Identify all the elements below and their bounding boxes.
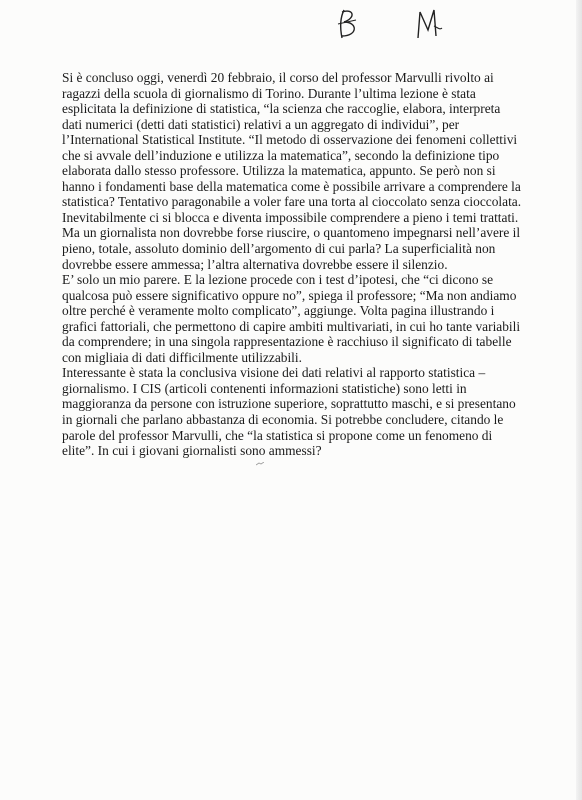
text-line: con migliaia di dati difficilmente utilizzabili. [62,349,302,365]
text-line: dati numerici (detti dati statistici) relativi a un aggregato di individui”, per [62,116,460,132]
text-line: Ma un giornalista non dovrebbe forse riuscire, o quantomeno impegnarsi nell’avere il [62,225,521,241]
text-line: ragazzi della scuola di giornalismo di Torino. Durante l’ultima lezione è stata [62,85,476,101]
text-line: elite”. In cui i giovani giornalisti sono ammessi? [62,443,322,459]
text-line: esplicitata la definizione di statistica, “la scienza che raccoglie, elabora, interpreta [62,101,501,117]
text-line: Inevitabilmente ci si blocca e diventa impossibile comprendere a pieno i temi trattati. [62,209,519,225]
text-line: l’International Statistical Institute. “Il metodo di osservazione dei fenomeni collettivi [62,132,518,148]
article-body [62,70,532,459]
text-line: dovrebbe essere ammessa; l’altra alternativa dovrebbe essere il silenzio. [62,256,448,272]
handwritten-initials-signature [330,4,450,44]
text-line: qualcosa può essere significativo oppure no”, spiega il professore; “Ma non andiamo [62,287,517,303]
text-line: statistica? Tentativo paragonabile a voler fare una torta al cioccolato senza cioccolata. [62,194,522,210]
paragraph-1 [62,70,532,272]
text-line: Interessante è stata la conclusiva visione dei dati relativi al rapporto statistica – [62,365,486,381]
scan-speck [256,462,264,466]
text-line: che si avvale dell’induzione e utilizza la matematica”, secondo la definizione tipo [62,147,500,163]
text-line: parole del professor Marvulli, che “la statistica si propone come un fenomeno di [62,427,493,443]
text-line: grafici fattoriali, che permettono di capire ambiti multivariati, in cui ho tante variabili [62,318,521,334]
handwritten-initials [330,4,450,44]
paragraph-3 [62,365,532,458]
paragraph-2 [62,272,532,365]
text-line: in giornali che parlano abbastanza di economia. Si potrebbe concludere, citando le [62,412,504,428]
text-line: E’ solo un mio parere. E la lezione procede con i test d’ipotesi, che “ci dicono se [62,272,494,288]
text-line: oltre perché è veramente molto complicato”, aggiunge. Volta pagina illustrando i [62,303,495,319]
text-line: da comprendere; in una singola rappresentazione è racchiuso il significato di tabelle [62,334,512,350]
text-line: hanno i fondamenti base della matematica come è possibile arrivare a comprendere la [62,178,521,194]
scan-edge-shadow [576,0,582,800]
text-line: elaborata dallo stesso professore. Utilizza la matematica, appunto. Se però non si [62,163,496,179]
text-line: Si è concluso oggi, venerdì 20 febbraio, il corso del professor Marvulli rivolto ai [62,70,494,85]
text-line: pieno, totale, assoluto dominio dell’argomento di cui parla? La superficialità non [62,241,496,257]
text-line: giornalismo. I CIS (articoli contenenti informazioni statistiche) sono letti in [62,380,467,396]
text-line: maggioranza da persone con istruzione superiore, soprattutto maschi, e si presentano [62,396,516,412]
